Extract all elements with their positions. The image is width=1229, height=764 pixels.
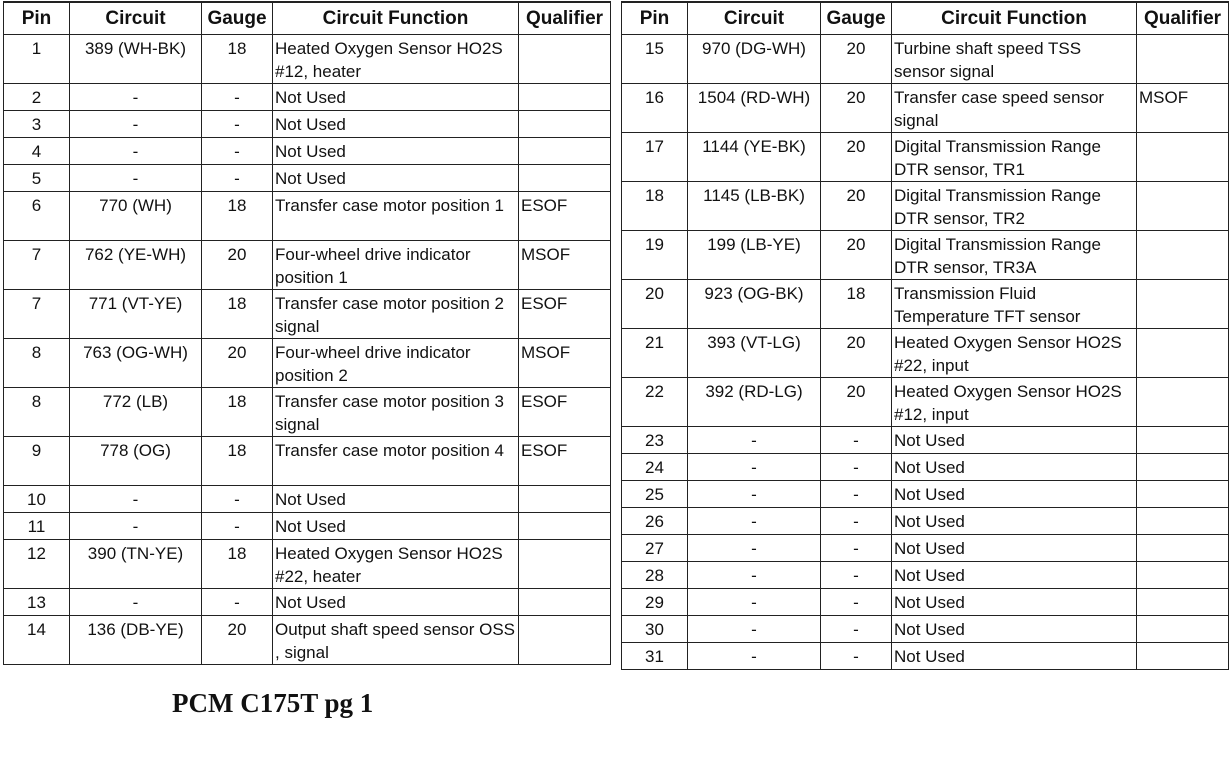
cell-qualifier	[519, 589, 611, 616]
cell-qualifier	[519, 111, 611, 138]
cell-pin: 4	[4, 138, 70, 165]
cell-circuit: 970 (DG-WH)	[688, 35, 821, 84]
table-row	[622, 182, 1229, 231]
cell-circuit: -	[70, 111, 202, 138]
cell-qualifier	[1137, 643, 1229, 670]
header-function: Circuit Function	[273, 2, 519, 35]
cell-pin: 14	[4, 616, 70, 665]
header-circuit: Circuit	[70, 2, 202, 35]
cell-circuit: 1144 (YE-BK)	[688, 133, 821, 182]
cell-gauge: 20	[821, 35, 892, 84]
cell-function: Not Used	[892, 589, 1137, 616]
table-row	[4, 84, 611, 111]
cell-gauge: -	[821, 427, 892, 454]
cell-pin: 20	[622, 280, 688, 329]
header-circuit: Circuit	[688, 2, 821, 35]
cell-pin: 8	[4, 388, 70, 437]
cell-function: Not Used	[273, 486, 519, 513]
cell-circuit: 199 (LB-YE)	[688, 231, 821, 280]
cell-circuit: 392 (RD-LG)	[688, 378, 821, 427]
cell-function: Output shaft speed sensor OSS , signal	[273, 616, 519, 665]
cell-circuit: 389 (WH-BK)	[70, 35, 202, 84]
cell-pin: 15	[622, 35, 688, 84]
table-row	[4, 165, 611, 192]
cell-pin: 10	[4, 486, 70, 513]
cell-gauge: 20	[821, 329, 892, 378]
cell-gauge: 18	[202, 35, 273, 84]
table-row	[4, 437, 611, 486]
table-row	[4, 589, 611, 616]
table-row	[622, 454, 1229, 481]
table-row	[4, 540, 611, 589]
cell-circuit: -	[70, 138, 202, 165]
cell-function: Digital Transmission Range DTR sensor, TR2	[892, 182, 1137, 231]
table-row	[4, 290, 611, 339]
cell-circuit: -	[70, 165, 202, 192]
table-row	[622, 84, 1229, 133]
cell-qualifier	[1137, 427, 1229, 454]
cell-circuit: 136 (DB-YE)	[70, 616, 202, 665]
cell-qualifier	[1137, 329, 1229, 378]
cell-pin: 26	[622, 508, 688, 535]
cell-function: Not Used	[892, 481, 1137, 508]
cell-circuit: -	[70, 84, 202, 111]
cell-gauge: -	[821, 535, 892, 562]
header-qualifier: Qualifier	[519, 2, 611, 35]
cell-gauge: 20	[202, 339, 273, 388]
cell-circuit: -	[688, 589, 821, 616]
cell-circuit: 762 (YE-WH)	[70, 241, 202, 290]
cell-gauge: -	[202, 111, 273, 138]
cell-qualifier	[1137, 35, 1229, 84]
cell-pin: 24	[622, 454, 688, 481]
cell-qualifier	[1137, 182, 1229, 231]
cell-circuit: 778 (OG)	[70, 437, 202, 486]
cell-function: Not Used	[273, 513, 519, 540]
cell-qualifier	[519, 138, 611, 165]
table-row	[4, 111, 611, 138]
table-row	[622, 562, 1229, 589]
cell-pin: 30	[622, 616, 688, 643]
pin-table-right	[621, 1, 1229, 670]
table-row	[622, 643, 1229, 670]
cell-pin: 5	[4, 165, 70, 192]
cell-function: Transfer case motor position 3 signal	[273, 388, 519, 437]
table-row	[622, 329, 1229, 378]
cell-qualifier	[1137, 589, 1229, 616]
cell-qualifier	[1137, 508, 1229, 535]
cell-qualifier: ESOF	[519, 192, 611, 241]
cell-gauge: 20	[821, 133, 892, 182]
cell-function: Four-wheel drive indicator position 1	[273, 241, 519, 290]
table-row	[622, 133, 1229, 182]
cell-pin: 31	[622, 643, 688, 670]
cell-circuit: 770 (WH)	[70, 192, 202, 241]
cell-circuit: -	[688, 562, 821, 589]
page-caption: PCM C175T pg 1	[172, 688, 374, 718]
cell-pin: 9	[4, 437, 70, 486]
cell-function: Not Used	[892, 427, 1137, 454]
cell-gauge: 18	[202, 437, 273, 486]
cell-circuit: -	[688, 508, 821, 535]
cell-gauge: 18	[202, 540, 273, 589]
header-row	[622, 2, 1229, 35]
cell-qualifier: ESOF	[519, 388, 611, 437]
cell-circuit: -	[688, 481, 821, 508]
cell-qualifier	[1137, 133, 1229, 182]
cell-function: Digital Transmission Range DTR sensor, TR3A	[892, 231, 1137, 280]
cell-function: Heated Oxygen Sensor HO2S #12, heater	[273, 35, 519, 84]
cell-circuit: 393 (VT-LG)	[688, 329, 821, 378]
cell-circuit: -	[70, 513, 202, 540]
cell-pin: 27	[622, 535, 688, 562]
cell-circuit: -	[688, 643, 821, 670]
cell-gauge: -	[202, 589, 273, 616]
cell-gauge: -	[202, 84, 273, 111]
cell-function: Not Used	[892, 643, 1137, 670]
cell-function: Transmission Fluid Temperature TFT sensor	[892, 280, 1137, 329]
cell-pin: 8	[4, 339, 70, 388]
cell-gauge: 20	[202, 616, 273, 665]
header-row	[4, 2, 611, 35]
cell-circuit: 771 (VT-YE)	[70, 290, 202, 339]
header-gauge: Gauge	[202, 2, 273, 35]
cell-function: Not Used	[273, 138, 519, 165]
cell-qualifier: MSOF	[519, 241, 611, 290]
cell-function: Four-wheel drive indicator position 2	[273, 339, 519, 388]
cell-circuit: 390 (TN-YE)	[70, 540, 202, 589]
table-row	[622, 535, 1229, 562]
cell-pin: 2	[4, 84, 70, 111]
cell-gauge: -	[202, 486, 273, 513]
cell-circuit: 1504 (RD-WH)	[688, 84, 821, 133]
cell-function: Not Used	[273, 589, 519, 616]
cell-qualifier	[519, 165, 611, 192]
cell-qualifier	[519, 486, 611, 513]
cell-circuit: 772 (LB)	[70, 388, 202, 437]
cell-function: Not Used	[273, 84, 519, 111]
table-row	[622, 280, 1229, 329]
cell-qualifier: MSOF	[519, 339, 611, 388]
cell-function: Not Used	[892, 508, 1137, 535]
cell-function: Heated Oxygen Sensor HO2S #22, input	[892, 329, 1137, 378]
table-row	[4, 35, 611, 84]
cell-function: Transfer case motor position 4	[273, 437, 519, 486]
cell-qualifier: ESOF	[519, 290, 611, 339]
cell-qualifier	[1137, 280, 1229, 329]
cell-pin: 12	[4, 540, 70, 589]
header-pin: Pin	[622, 2, 688, 35]
cell-circuit: 1145 (LB-BK)	[688, 182, 821, 231]
cell-gauge: -	[821, 589, 892, 616]
table-row	[622, 481, 1229, 508]
table-row	[622, 427, 1229, 454]
cell-gauge: -	[821, 562, 892, 589]
table-row	[4, 241, 611, 290]
cell-function: Not Used	[273, 165, 519, 192]
cell-pin: 21	[622, 329, 688, 378]
cell-qualifier	[519, 84, 611, 111]
cell-function: Digital Transmission Range DTR sensor, TR1	[892, 133, 1137, 182]
cell-qualifier	[1137, 231, 1229, 280]
cell-qualifier	[1137, 535, 1229, 562]
cell-circuit: 763 (OG-WH)	[70, 339, 202, 388]
cell-pin: 29	[622, 589, 688, 616]
cell-function: Not Used	[892, 616, 1137, 643]
cell-circuit: -	[688, 427, 821, 454]
cell-function: Transfer case motor position 1	[273, 192, 519, 241]
table-row	[4, 138, 611, 165]
cell-circuit: -	[688, 535, 821, 562]
cell-gauge: -	[821, 454, 892, 481]
table-row	[4, 339, 611, 388]
cell-gauge: 18	[202, 290, 273, 339]
cell-pin: 13	[4, 589, 70, 616]
cell-function: Transfer case speed sensor signal	[892, 84, 1137, 133]
header-gauge: Gauge	[821, 2, 892, 35]
cell-pin: 17	[622, 133, 688, 182]
cell-gauge: 18	[202, 192, 273, 241]
cell-function: Not Used	[892, 562, 1137, 589]
cell-gauge: -	[202, 513, 273, 540]
table-row	[4, 513, 611, 540]
cell-gauge: 20	[821, 231, 892, 280]
table-row	[622, 616, 1229, 643]
cell-circuit: -	[70, 589, 202, 616]
table-row	[622, 508, 1229, 535]
cell-function: Not Used	[273, 111, 519, 138]
table-row	[622, 378, 1229, 427]
cell-qualifier	[1137, 481, 1229, 508]
table-row	[622, 589, 1229, 616]
cell-qualifier	[519, 540, 611, 589]
cell-gauge: 20	[821, 378, 892, 427]
cell-function: Heated Oxygen Sensor HO2S #12, input	[892, 378, 1137, 427]
pin-table-left	[3, 1, 611, 665]
table-row	[4, 486, 611, 513]
cell-gauge: 18	[202, 388, 273, 437]
cell-pin: 11	[4, 513, 70, 540]
cell-qualifier	[1137, 454, 1229, 481]
cell-gauge: -	[202, 138, 273, 165]
cell-pin: 18	[622, 182, 688, 231]
cell-qualifier	[519, 35, 611, 84]
cell-qualifier	[519, 513, 611, 540]
cell-gauge: -	[821, 508, 892, 535]
table-row	[622, 35, 1229, 84]
cell-pin: 7	[4, 241, 70, 290]
cell-qualifier: ESOF	[519, 437, 611, 486]
cell-pin: 28	[622, 562, 688, 589]
cell-circuit: -	[70, 486, 202, 513]
cell-gauge: -	[821, 616, 892, 643]
cell-function: Not Used	[892, 535, 1137, 562]
cell-gauge: 20	[821, 182, 892, 231]
cell-function: Transfer case motor position 2 signal	[273, 290, 519, 339]
cell-qualifier	[1137, 562, 1229, 589]
cell-qualifier	[1137, 616, 1229, 643]
table-row	[4, 388, 611, 437]
cell-pin: 6	[4, 192, 70, 241]
cell-circuit: -	[688, 616, 821, 643]
header-qualifier: Qualifier	[1137, 2, 1229, 35]
table-row	[4, 192, 611, 241]
cell-pin: 16	[622, 84, 688, 133]
cell-gauge: -	[821, 481, 892, 508]
cell-pin: 23	[622, 427, 688, 454]
cell-pin: 7	[4, 290, 70, 339]
table-row	[4, 616, 611, 665]
cell-circuit: -	[688, 454, 821, 481]
cell-gauge: 18	[821, 280, 892, 329]
cell-qualifier	[519, 616, 611, 665]
cell-gauge: 20	[202, 241, 273, 290]
table-row	[622, 231, 1229, 280]
cell-gauge: 20	[821, 84, 892, 133]
cell-pin: 25	[622, 481, 688, 508]
cell-circuit: 923 (OG-BK)	[688, 280, 821, 329]
cell-function: Not Used	[892, 454, 1137, 481]
cell-gauge: -	[202, 165, 273, 192]
cell-function: Turbine shaft speed TSS sensor signal	[892, 35, 1137, 84]
header-pin: Pin	[4, 2, 70, 35]
cell-pin: 22	[622, 378, 688, 427]
cell-qualifier: MSOF	[1137, 84, 1229, 133]
cell-gauge: -	[821, 643, 892, 670]
cell-pin: 3	[4, 111, 70, 138]
cell-function: Heated Oxygen Sensor HO2S #22, heater	[273, 540, 519, 589]
header-function: Circuit Function	[892, 2, 1137, 35]
cell-pin: 1	[4, 35, 70, 84]
cell-qualifier	[1137, 378, 1229, 427]
cell-pin: 19	[622, 231, 688, 280]
